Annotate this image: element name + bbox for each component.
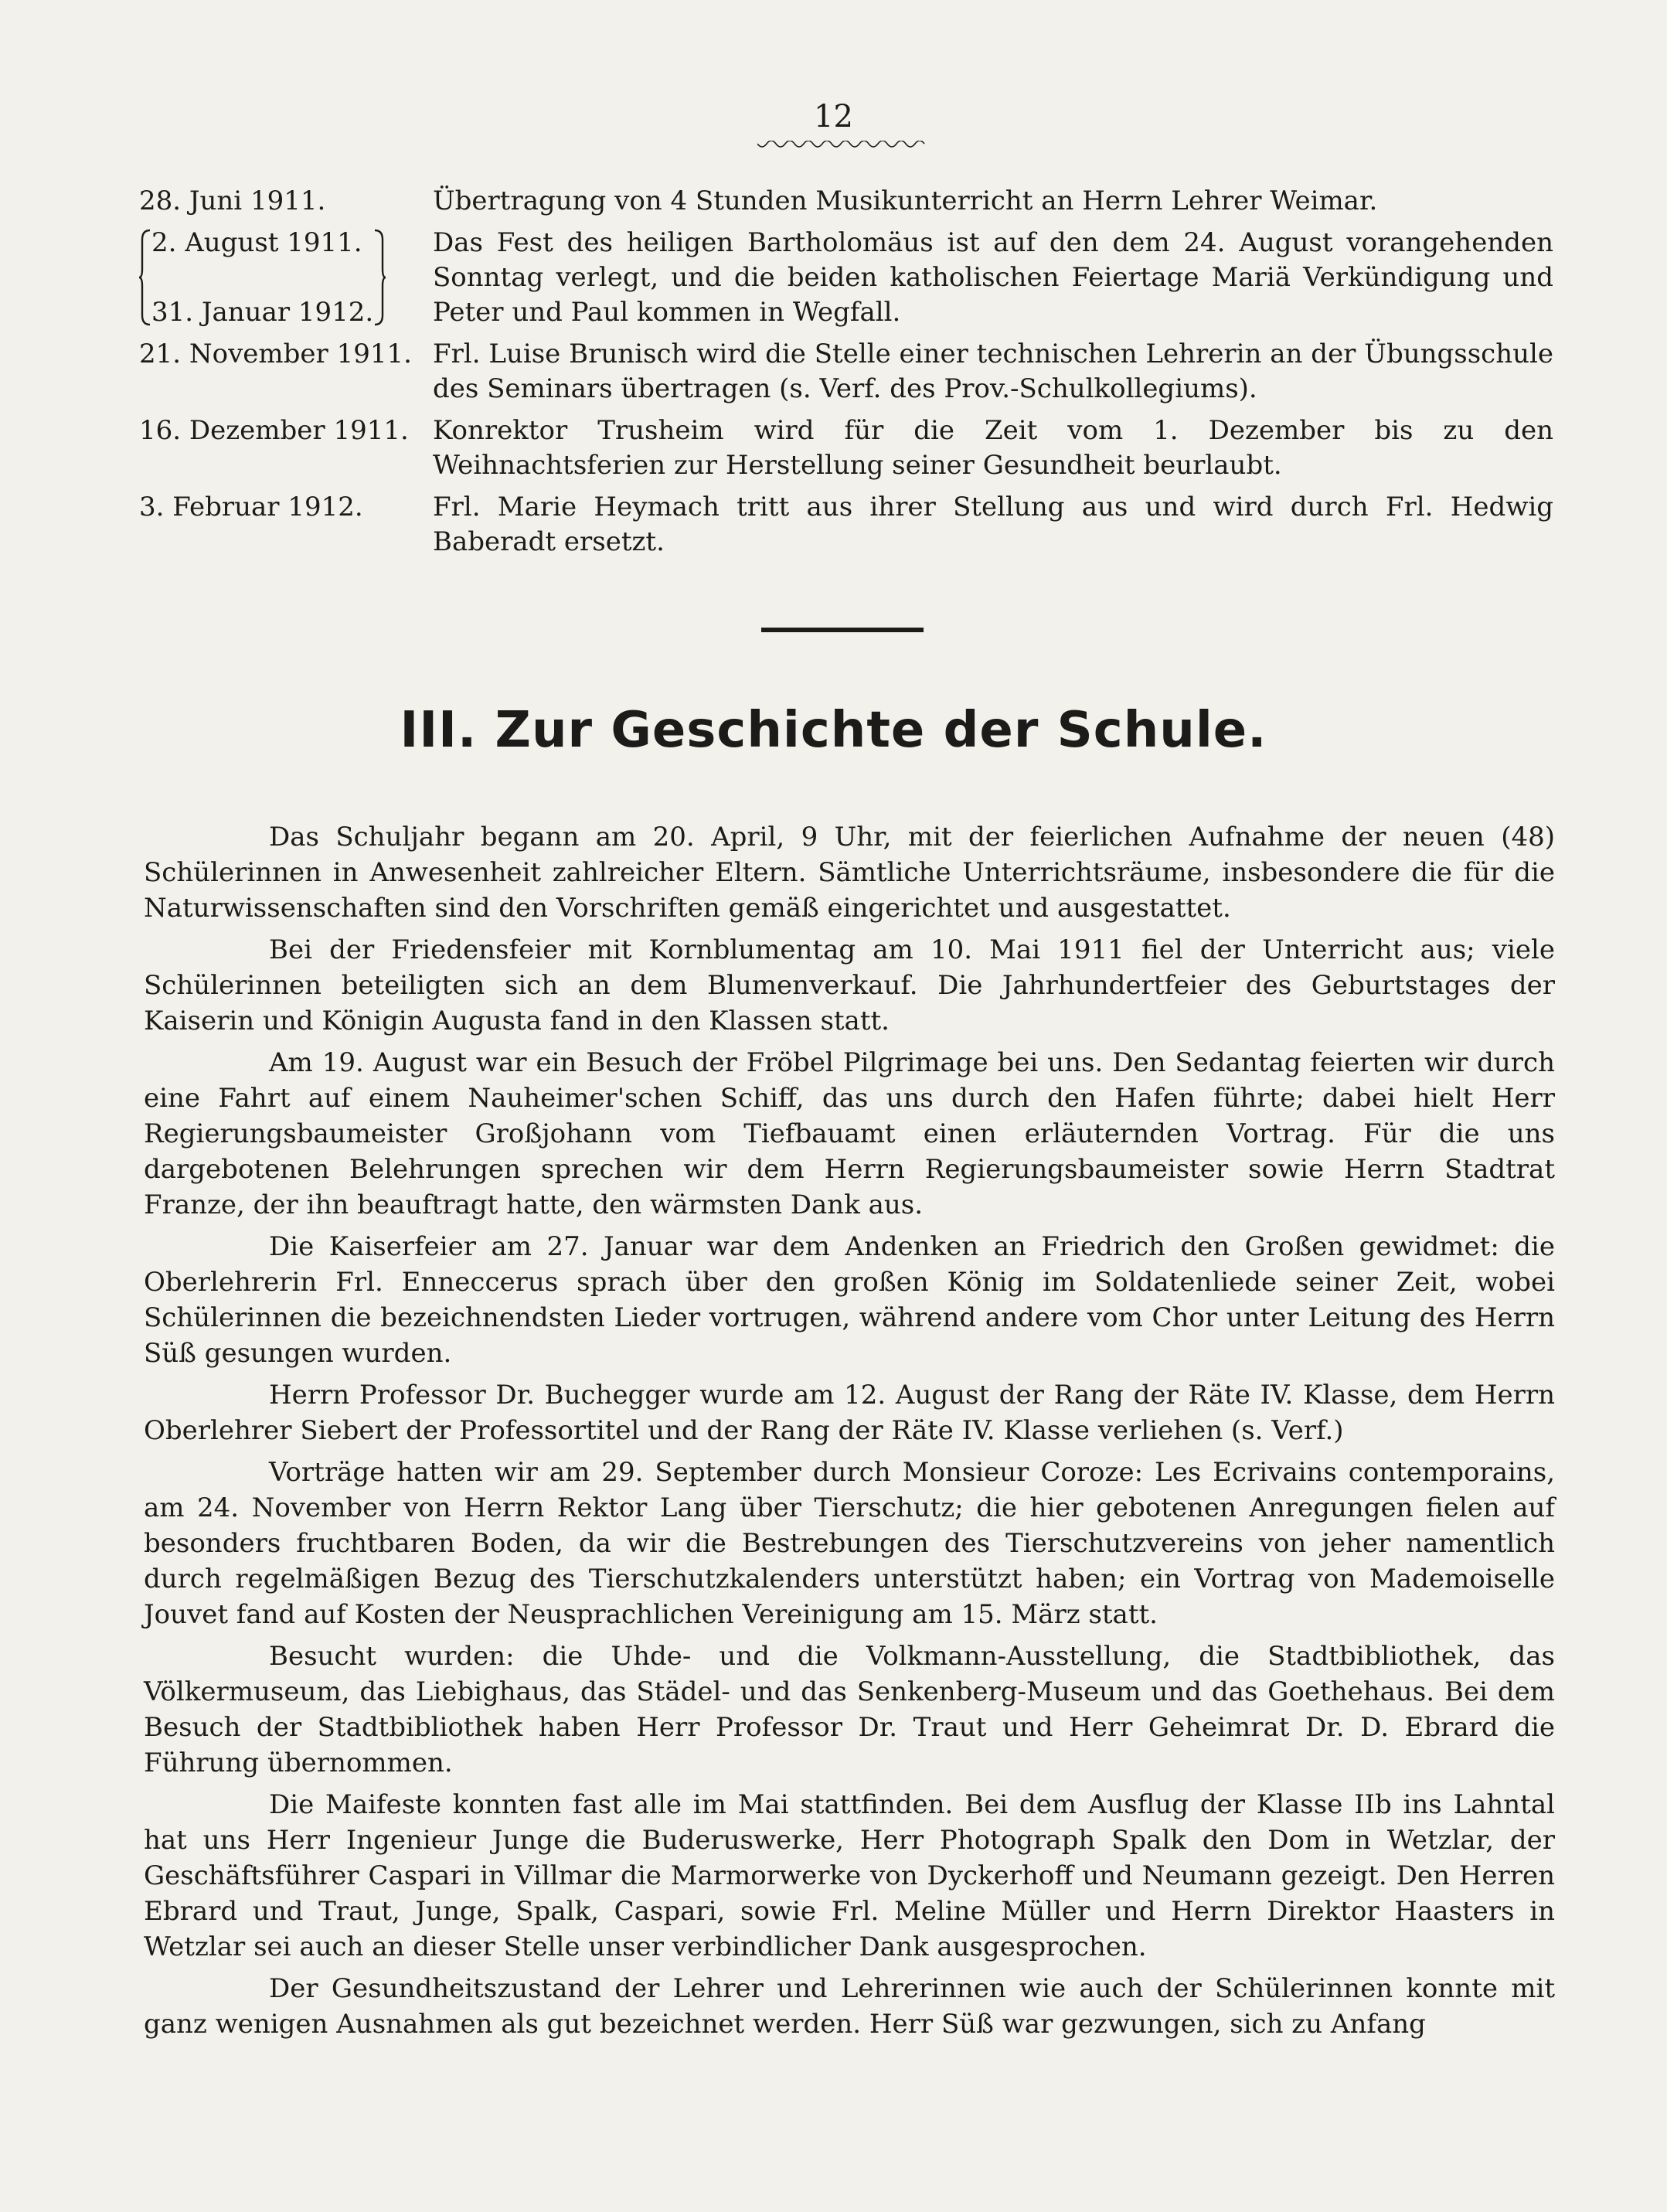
section-divider <box>761 628 924 632</box>
brace-close <box>373 226 386 330</box>
wavy-ornament <box>757 141 927 151</box>
paragraph: Bei der Friedensfeier mit Kornblumentag am 10. Mai 1911 fiel der Unterricht aus; viele Schülerinnen beteiligten sich an dem Blumenverkauf. Die Jahrhundertfeier des Geburtstages der Kaiserin und Königin Augusta fand in den Klassen statt. <box>144 934 1555 1036</box>
brace-open <box>139 226 151 330</box>
chronology-entry <box>139 413 1553 483</box>
page-number: 12 <box>814 99 853 134</box>
chronology-text: Frl. Luise Brunisch wird die Stelle einer technischen Lehrerin an der Übungsschule des Seminars übertragen (s. Verf. des Prov.-Schulkollegiums). <box>433 339 1553 404</box>
paragraph: Besucht wurden: die Uhde- und die Volkmann-Ausstellung, die Stadtbibliothek, das Völkermuseum, das Liebighaus, das Städel- und das Senkenberg-Museum und das Goethehaus. Bei dem Besuch der Stadtbibliothek haben Herr Professor Dr. Traut und Herr Geheimrat Dr. D. Ebrard die Führung übernommen. <box>144 1641 1555 1778</box>
chronology-date: 16. Dezember 1911. <box>139 415 409 446</box>
chronology-list <box>139 184 1553 567</box>
paragraph: Herrn Professor Dr. Buchegger wurde am 12. August der Rang der Räte IV. Klasse, dem Herrn Oberlehrer Siebert der Professortitel und der Rang der Räte IV. Klasse verliehen (s. Verf.) <box>144 1380 1555 1446</box>
chronology-text: Frl. Marie Heymach tritt aus ihrer Stellung aus und wird durch Frl. Hedwig Baberadt ersetzt. <box>433 492 1553 557</box>
paragraph: Das Schuljahr begann am 20. April, 9 Uhr, mit der feierlichen Aufnahme der neuen (48) Schülerinnen in Anwesenheit zahlreicher Eltern. Sämtliche Unterrichtsräume, insbesondere die für die Naturwissenschaften sind den Vorschriften gemäß eingerichtet und ausgestattet. <box>144 822 1555 924</box>
date-range-end: 31. Januar 1912. <box>151 297 374 328</box>
chronology-text: Konrektor Trusheim wird für die Zeit vom 1. Dezember bis zu den Weihnachtsferien zur Herstellung seiner Gesundheit beurlaubt. <box>433 415 1553 481</box>
chronology-date: 28. Juni 1911. <box>139 185 326 216</box>
chronology-date-range <box>139 226 433 330</box>
paragraph: Der Gesundheitszustand der Lehrer und Lehrerinnen wie auch der Schülerinnen konnte mit ganz wenigen Ausnahmen als gut bezeichnet werden. Herr Süß war gezwungen, sich zu Anfang <box>144 1973 1555 2040</box>
paragraph: Am 19. August war ein Besuch der Fröbel Pilgrimage bei uns. Den Sedantag feierten wir durch eine Fahrt auf einem Nauheimer'schen Schiff, das uns durch den Hafen führte; dabei hielt Herr Regierungsbaumeister Großjohann vom Tiefbauamt einen erläuternden Vortrag. Für die uns dargebotenen Belehrungen sprechen wir dem Herrn Regierungsbaumeister sowie Herrn Stadtrat Franze, der ihn beauftragt hatte, den wärmsten Dank aus. <box>144 1047 1555 1220</box>
date-range-start: 2. August 1911. <box>151 227 362 258</box>
chronology-date: 3. Februar 1912. <box>139 492 363 522</box>
body-text <box>144 819 1555 2048</box>
section-heading: III. Zur Geschichte der Schule. <box>400 702 1267 759</box>
chronology-text: Übertragung von 4 Stunden Musikunterricht an Herrn Lehrer Weimar. <box>433 185 1378 216</box>
chronology-date: 21. November 1911. <box>139 339 412 369</box>
paragraph: Die Kaiserfeier am 27. Januar war dem Andenken an Friedrich den Großen gewidmet: die Oberlehrerin Frl. Enneccerus sprach über den großen König im Soldatenliede seiner Zeit, wobei Schülerinnen die bezeichnendsten Lieder vortrugen, während andere vom Chor unter Leitung des Herrn Süß gesungen wurden. <box>144 1231 1555 1369</box>
chronology-entry <box>139 337 1553 407</box>
paragraph: Die Maifeste konnten fast alle im Mai stattfinden. Bei dem Ausflug der Klasse IIb ins Lahntal hat uns Herr Ingenieur Junge die Buderuswerke, Herr Photograph Spalk den Dom in Wetzlar, der Geschäftsführer Caspari in Villmar die Marmorwerke von Dyckerhoff und Neumann gezeigt. Den Herren Ebrard und Traut, Junge, Spalk, Caspari, sowie Frl. Meline Müller und Herrn Direktor Haasters in Wetzlar sei auch an dieser Stelle unser verbindlicher Dank ausgesprochen. <box>144 1789 1555 1962</box>
chronology-entry <box>139 226 1553 330</box>
chronology-entry <box>139 490 1553 560</box>
paragraph: Vorträge hatten wir am 29. September durch Monsieur Coroze: Les Ecrivains contemporains, am 24. November von Herrn Rektor Lang über Tierschutz; die hier gebotenen Anregungen fielen auf besonders fruchtbaren Boden, da wir die Bestrebungen des Tierschutzvereins von jeher namentlich durch regelmäßigen Bezug des Tierschutzkalenders unterstützt haben; ein Vortrag von Mademoiselle Jouvet fand auf Kosten der Neusprachlichen Vereinigung am 15. März statt. <box>144 1457 1555 1630</box>
chronology-entry <box>139 184 1553 219</box>
chronology-text: Das Fest des heiligen Bartholomäus ist auf den dem 24. August vorangehenden Sonntag verlegt, und die beiden katholischen Feiertage Mariä Verkündigung und Peter und Paul kommen in Wegfall. <box>433 227 1553 328</box>
